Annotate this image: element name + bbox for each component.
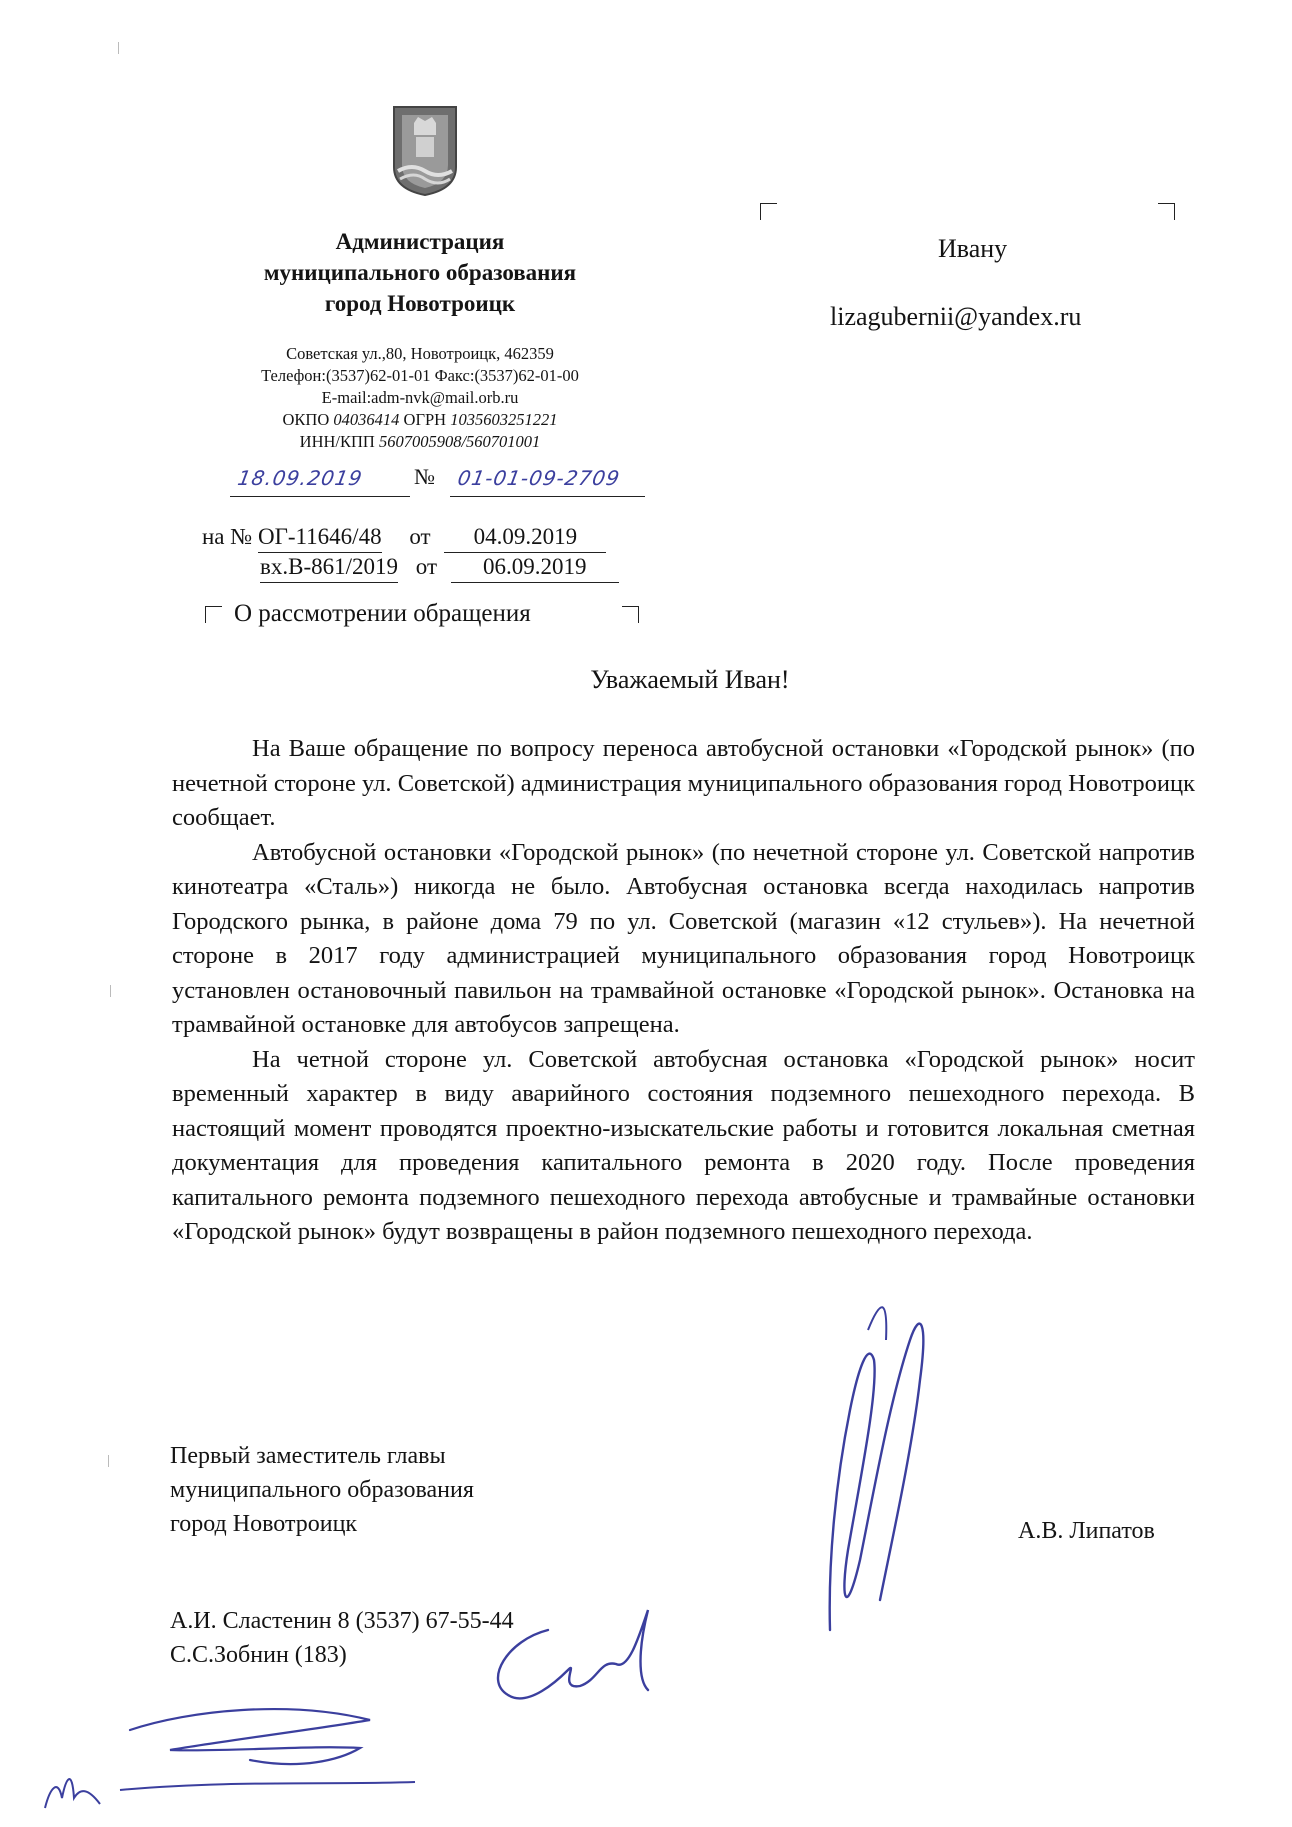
scan-mark xyxy=(108,1455,109,1467)
approval-scribble xyxy=(488,1600,688,1725)
inn-kpp xyxy=(170,431,670,453)
position-line: город Новотроицк xyxy=(170,1511,358,1537)
salutation: Уважаемый Иван! xyxy=(590,665,790,694)
inn-label: ИНН/КПП xyxy=(299,432,375,451)
corner-mark xyxy=(1158,203,1175,220)
body-paragraph: На Ваше обращение по вопросу переноса автобусной остановки «Городской рынок» (по нечетной стороне ул. Советской) администрация муниципального образования город Новотроицк сообщает. xyxy=(172,735,1195,831)
letter-body xyxy=(172,732,1195,1250)
reference-line-1 xyxy=(202,522,606,553)
reg-number-field xyxy=(450,466,645,497)
ref-date: 04.09.2019 xyxy=(444,522,606,553)
ref-number: вх.В-861/2019 xyxy=(260,552,398,583)
ref-number: ОГ-11646/48 xyxy=(258,522,382,553)
approval-scribble xyxy=(40,1758,120,1823)
letter-subject: О рассмотрении обращения xyxy=(234,600,531,627)
title-line: Администрация xyxy=(335,229,505,254)
recipient-name: Ивану xyxy=(938,234,1008,263)
coat-of-arms-icon xyxy=(392,105,458,202)
ref-ot: от xyxy=(409,524,431,549)
organization-contacts xyxy=(170,343,670,453)
okpo-label: ОКПО xyxy=(282,410,330,429)
corner-mark xyxy=(760,203,777,220)
organization-title xyxy=(200,226,640,319)
title-line: муниципального образования xyxy=(263,260,577,285)
ref-date: 06.09.2019 xyxy=(451,552,619,583)
ogrn-label: ОГРН xyxy=(403,410,447,429)
body-paragraph: На четной стороне ул. Советской автобусная остановка «Городской рынок» носит временный характер в виду аварийного состояния подземного пешеходного перехода. В настоящий момент проводятся проектно-изыскательские работы и готовится локальная сметная документация для проведения капитального ремонта в 2020 году. После проведения капитального ремонта подземного пешеходного перехода автобусные и трамвайные остановки «Городской рынок» будут возвращены в район подземного пешеходного перехода. xyxy=(172,1045,1195,1245)
okpo-ogrn xyxy=(170,409,670,431)
recipient-email: lizagubernii@yandex.ru xyxy=(830,302,1082,331)
okpo-value: 04036414 xyxy=(333,410,400,429)
address: Советская ул.,80, Новотроицк, 462359 xyxy=(286,344,554,363)
executors xyxy=(170,1604,514,1672)
email: E-mail:adm-nvk@mail.orb.ru xyxy=(321,388,519,407)
body-paragraph: Автобусной остановки «Городской рынок» (по нечетной стороне ул. Советской напротив кинотеатра «Сталь») никогда не было. Автобусная остановка всегда находилась напротив Городского рынка, в районе дома 79 по ул. Советской (магазин «12 стульев»). На нечетной стороне в 2017 году администрацией муниципального образования город Новотроицк установлен остановочный павильон на трамвайной остановке «Городской рынок». Остановка на трамвайной остановке для автобусов запрещена. xyxy=(172,838,1195,1038)
corner-mark xyxy=(622,606,639,623)
phone-fax: Телефон:(3537)62-01-01 Факс:(3537)62-01-00 xyxy=(261,366,579,385)
reference-line-2 xyxy=(260,552,619,583)
scan-mark xyxy=(118,42,119,54)
ref-ot: от xyxy=(415,554,437,579)
position-line: Первый заместитель главы xyxy=(170,1443,446,1469)
corner-mark xyxy=(205,606,222,623)
scan-mark xyxy=(110,985,111,997)
signatory-position xyxy=(170,1439,474,1541)
position-line: муниципального образования xyxy=(170,1477,474,1503)
executor-line: С.С.Зобнин (183) xyxy=(170,1642,347,1668)
inn-value: 5607005908/560701001 xyxy=(378,432,541,451)
handwritten-signature xyxy=(770,1300,990,1645)
executor-line: А.И. Сластенин 8 (3537) 67-55-44 xyxy=(170,1608,514,1634)
na-prefix: на № xyxy=(202,524,253,549)
reg-date-field xyxy=(230,466,410,497)
reg-number-sign: № xyxy=(414,464,435,489)
title-line: город Новотроицк xyxy=(324,291,516,316)
reg-date: 18.09.2019 xyxy=(235,466,365,490)
approval-scribble xyxy=(110,1690,430,1815)
signatory-name: А.В. Липатов xyxy=(1018,1518,1155,1544)
ogrn-value: 1035603251221 xyxy=(450,410,558,429)
reg-number: 01-01-09-2709 xyxy=(455,466,623,490)
